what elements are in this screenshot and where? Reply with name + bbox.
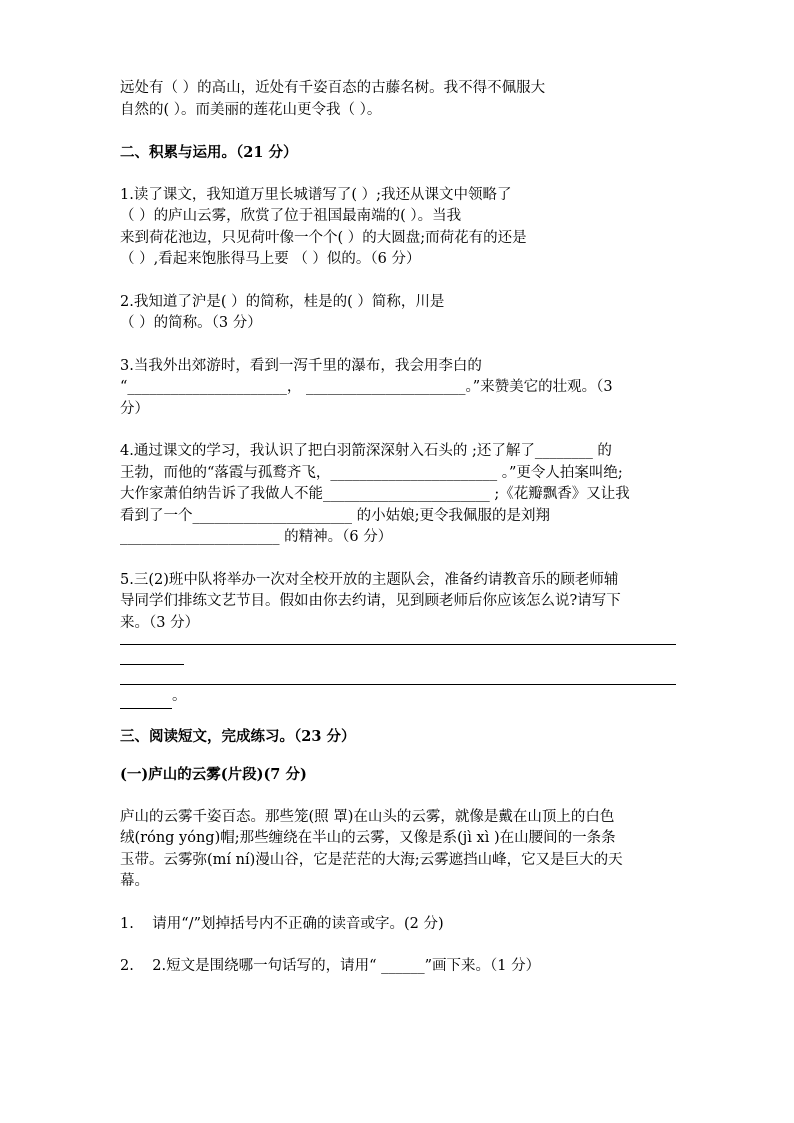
task-2: 2. 2.短文是围绕哪一句话写的，请用“ ______”画下来。（1 分）	[120, 958, 541, 974]
answer-line[interactable]	[120, 684, 676, 685]
answer-line-short-end[interactable]	[120, 686, 172, 709]
q1-line: 1.读了课文，我知道万里长城谱写了( ）;我还从课文中领略了	[120, 186, 512, 203]
q1-line: （ ）,看起来饱胀得马上要 （ ）似的。（6 分）	[120, 251, 421, 267]
q4-line: ______________________ 的精神。（6 分）	[120, 529, 393, 545]
q4-line: 4.通过课文的学习，我认识了把白羽箭深深射入石头的 ;还了解了________ 的	[120, 443, 612, 459]
answer-area[interactable]	[120, 644, 676, 709]
question-5	[120, 570, 676, 635]
intro-line-1: 远处有（ ）的高山，近处有千姿百态的古藤名树。我不得不佩服大	[120, 80, 546, 96]
question-1	[120, 185, 676, 271]
passage-line: 绒(róng yóng)帽;那些缠绕在半山的云雾，又像是系(jì xì )在山腰间的一条条	[120, 830, 616, 846]
q4-line: 王勃，而他的“落霞与孤鹜齐飞，_______________________ 。”更令人拍案叫绝;	[120, 464, 623, 481]
q2-line: 2.我知道了沪是( ）的简称，桂是的( ）简称，川是	[120, 293, 445, 310]
passage-line: 玉带。云雾弥(mí ní)漫山谷，它是茫茫的大海;云雾遮挡山峰，它又是巨大的天	[120, 851, 623, 868]
question-2	[120, 292, 676, 335]
answer-end-mark: 。	[172, 688, 187, 704]
q1-line: 来到荷花池边，只见荷叶像一个个( ）的大圆盘;而荷花有的还是	[120, 229, 527, 246]
q5-line: 来。（3 分）	[120, 614, 200, 631]
exam-page	[120, 78, 676, 978]
task-1: 1. 请用“/”划掉括号内不正确的读音或字。(2 分)	[120, 915, 444, 932]
passage-line: 庐山的云雾千姿百态。那些笼(照 罩)在山头的云雾，就像是戴在山顶上的白色	[120, 808, 615, 825]
answer-line-end	[120, 686, 676, 709]
passage	[120, 807, 676, 893]
q1-line: （ ）的庐山云雾，欣赏了位于祖国最南端的( ）。当我	[120, 208, 462, 224]
q3-line: 3.当我外出郊游时，看到一泻千里的瀑布，我会用李白的	[120, 357, 482, 374]
passage-title: (一)庐山的云雾(片段)(7 分)	[120, 766, 307, 783]
q4-line: 大作家萧伯纳告诉了我做人不能_______________________ ;《花瓣飘香》又让我	[120, 486, 630, 502]
intro-line-2: 自然的( ）。而美丽的莲花山更令我（ ）。	[120, 101, 382, 118]
section-3-title: 三、阅读短文，完成练习。（23 分）	[120, 727, 356, 745]
q2-line: （ ）的简称。（3 分）	[120, 315, 262, 331]
q3-line: “______________________， ______________________。”来赞美它的壮观。（3	[120, 379, 613, 395]
question-4	[120, 441, 676, 549]
section-2-title: 二、积累与运用。（21 分）	[120, 144, 298, 161]
q3-line: 分）	[120, 400, 149, 417]
q5-line: 导同学们排练文艺节目。假如由你去约请，见到顾老师后你应该怎么说?请写下	[120, 593, 621, 609]
question-3	[120, 356, 676, 421]
q5-line: 5.三(2)班中队将举办一次对全校开放的主题队会，准备约请教音乐的顾老师辅	[120, 571, 619, 588]
q4-line: 看到了一个______________________ 的小姑娘;更令我佩服的是刘翔	[120, 507, 550, 524]
passage-line: 幕。	[120, 873, 149, 889]
